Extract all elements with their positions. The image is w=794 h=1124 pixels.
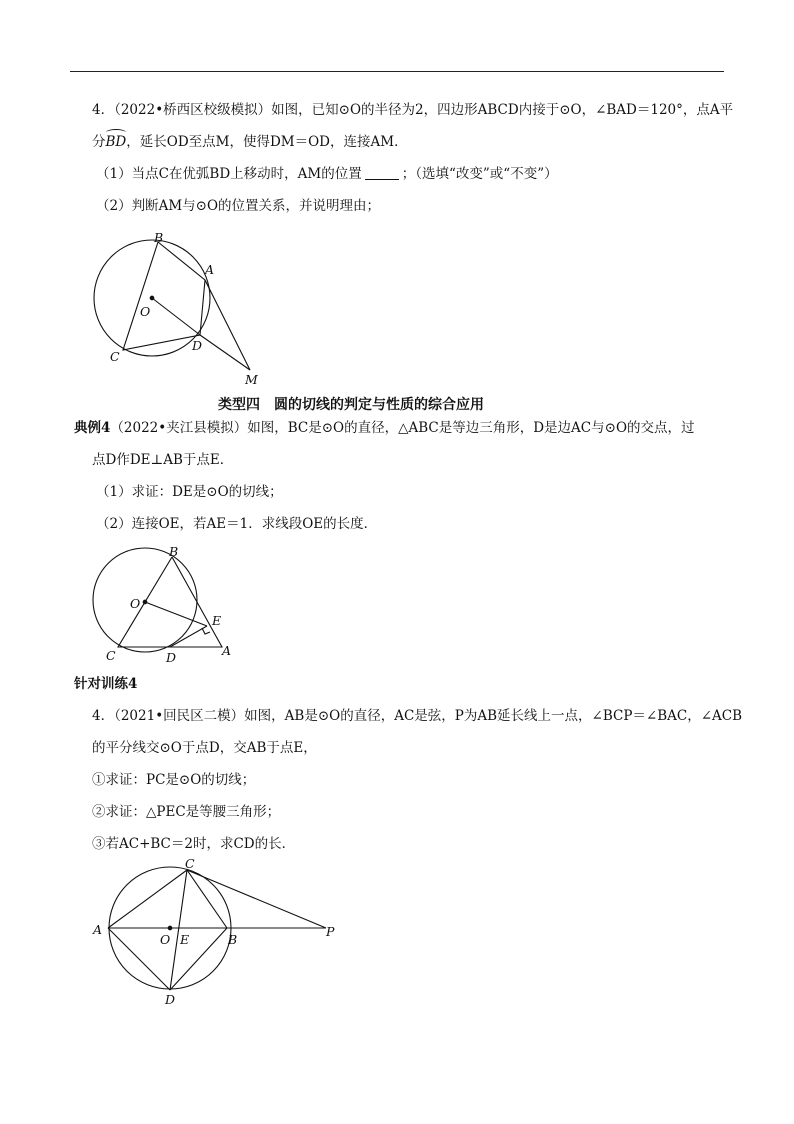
fig3-label-c: C (185, 856, 195, 871)
fig2-label-c: C (106, 648, 116, 663)
arc-bd: BD (105, 134, 127, 150)
problem4-question1-end: ；（选填“改变”或“不变”） (401, 166, 558, 182)
fig1-center-dot (150, 296, 154, 300)
fig1-label-d: D (192, 338, 203, 353)
problem4-question2: （2）判断AM与⊙O的位置关系，并说明理由； (96, 198, 381, 214)
example4-question2: （2）连接OE，若AE＝1．求线段OE的长度． (96, 516, 378, 532)
fig1-label-m: M (245, 372, 258, 387)
training4-line1: 4．（2021•回民区二模）如图，AB是⊙O的直径，AC是弦，P为AB延长线上一点，∠BCP＝∠BAC，∠ACB (92, 708, 743, 724)
fig3-chord-ac (108, 870, 187, 928)
fig1-segment-od (152, 298, 200, 335)
fig3-label-d: D (165, 992, 176, 1007)
example4-question1: （1）求证：DE是⊙O的切线； (96, 484, 283, 500)
problem4-line1: 4．（2022•桥西区校级模拟）如图，已知⊙O的半径为2，四边形ABCD内接于⊙O，∠BAD＝120°，点A平 (92, 102, 734, 118)
training4-question1: ①求证：PC是⊙O的切线； (92, 772, 256, 788)
training4-question2: ②求证：△PEC是等腰三角形； (92, 804, 281, 820)
fig3-label-o: O (160, 932, 171, 947)
fig2-label-d: D (166, 650, 177, 665)
fig2-label-b: B (169, 544, 179, 559)
training4-line2: 的平分线交⊙O于点D，交AB于点E， (92, 740, 317, 756)
figure-1 (94, 230, 259, 387)
fig1-segment-dm (200, 335, 250, 370)
fig3-chord-db (170, 928, 227, 990)
problem4-line2-start: 分 (92, 134, 106, 150)
figure-2 (93, 544, 231, 665)
fig2-label-e: E (212, 613, 222, 628)
fig1-quadrilateral (123, 242, 205, 350)
fig2-label-a: A (222, 643, 232, 658)
section-title: 类型四 圆的切线的判定与性质的综合应用 (218, 397, 484, 413)
fig3-chord-cd (170, 870, 190, 990)
fig1-label-c: C (110, 349, 120, 364)
fig1-label-a: A (205, 262, 215, 277)
fig1-label-b: B (154, 230, 164, 245)
training-title: 针对训练4 (74, 676, 138, 692)
fig3-label-b: B (228, 932, 238, 947)
example4-line2: 点D作DE⊥AB于点E． (92, 452, 234, 468)
fig1-label-o: O (140, 304, 151, 319)
fig3-label-a: A (93, 922, 103, 937)
example4-text: （2022•夹江县模拟）如图，BC是⊙O的直径，△ABC是等边三角形，D是边AC与⊙O的交点，过 (110, 420, 695, 436)
training4-question3: ③若AC+BC＝2时，求CD的长． (92, 836, 296, 852)
fig3-label-p: P (326, 924, 335, 939)
fig3-center-dot (168, 926, 172, 930)
example4-label: 典例4 (74, 420, 111, 436)
fig2-right-angle-mark (202, 628, 210, 634)
problem4-line2-end: ，延长OD至点M，使得DM＝OD，连接AM． (126, 134, 408, 150)
fig2-center-dot (143, 600, 147, 604)
fig2-segment-oe (145, 602, 207, 626)
problem4-question1-start: （1）当点C在优弧BD上移动时，AM的位置 (96, 166, 362, 182)
fig2-label-o: O (130, 596, 141, 611)
fig1-segment-am (205, 280, 250, 370)
figure-3 (92, 856, 335, 1007)
fig3-tangent-cp (187, 870, 326, 928)
fig3-label-e: E (180, 932, 190, 947)
